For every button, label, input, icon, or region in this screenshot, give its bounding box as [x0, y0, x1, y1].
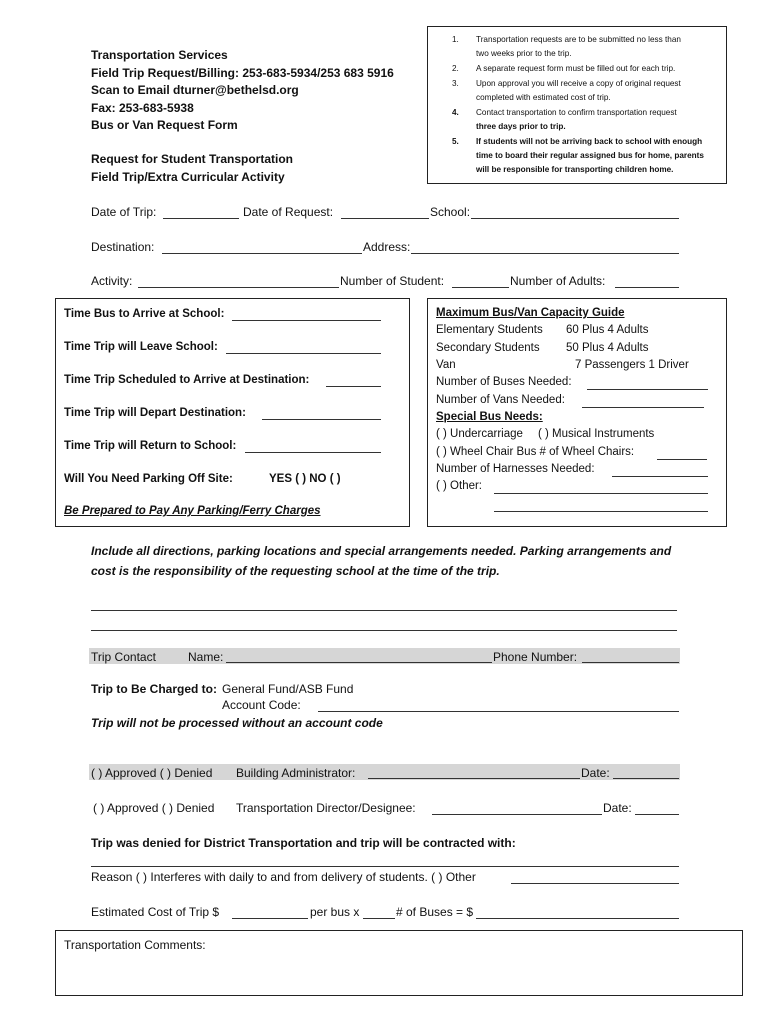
total-cost-field[interactable] — [476, 918, 679, 919]
directions-field-1[interactable] — [91, 610, 677, 611]
harnesses-label: Number of Harnesses Needed: — [436, 463, 595, 475]
rule-5-line-1: If students will not be arriving back to school with enough — [476, 137, 703, 146]
rule-1-line-2: two weeks prior to the trip. — [476, 49, 572, 58]
rule-3-num: 3. — [452, 79, 459, 88]
vans-needed-field[interactable] — [582, 407, 704, 408]
request-title: Request for Student Transportation — [91, 152, 294, 166]
rule-4-line-2: three days prior to trip. — [476, 122, 566, 131]
rule-1-num: 1. — [452, 35, 459, 44]
contact-name-field[interactable] — [226, 662, 492, 663]
rules-box — [427, 26, 727, 184]
other-field-2[interactable] — [494, 511, 708, 512]
trip-times-box — [55, 298, 410, 527]
dept-name: Transportation Services — [91, 48, 228, 62]
contractor-field[interactable] — [91, 866, 679, 867]
elementary-capacity: 60 Plus 4 Adults — [566, 324, 649, 336]
date-of-request-label: Date of Request: — [243, 205, 334, 219]
director-signature-field[interactable] — [432, 814, 602, 815]
admin-date-field[interactable] — [613, 778, 679, 779]
phone-line: Field Trip Request/Billing: 253-683-5934/253 683 5916 — [91, 65, 394, 80]
arrive-destination-field[interactable] — [326, 386, 381, 387]
directions-note-line-1: Include all directions, parking locations and special arrangements needed. Parking arrangements and — [91, 544, 672, 558]
num-students-field[interactable] — [452, 287, 509, 288]
activity-label: Activity: — [91, 274, 133, 288]
date-of-trip-label: Date of Trip: — [91, 205, 157, 219]
account-code-label: Account Code: — [222, 698, 301, 712]
arrive-school-label: Time Bus to Arrive at School: — [64, 308, 225, 320]
wheelchair-option[interactable]: ( ) Wheel Chair Bus # of Wheel Chairs: — [436, 446, 635, 458]
account-code-warning: Trip will not be processed without an account code — [91, 716, 383, 730]
return-school-field[interactable] — [245, 452, 381, 453]
harnesses-field[interactable] — [612, 476, 708, 477]
director-label: Transportation Director/Designee: — [236, 801, 416, 815]
fax-line: Fax: 253-683-5938 — [91, 100, 194, 115]
account-code-field[interactable] — [318, 711, 679, 712]
contact-phone-label: Phone Number: — [493, 650, 578, 664]
rule-5-line-2: time to board their regular assigned bus for home, parents — [476, 151, 704, 160]
rule-2-line-1: A separate request form must be filled out for each trip. — [476, 64, 676, 73]
activity-field[interactable] — [138, 287, 339, 288]
address-field[interactable] — [411, 253, 679, 254]
admin-signature-field[interactable] — [368, 778, 580, 779]
school-field[interactable] — [471, 218, 679, 219]
num-students-label: Number of Student: — [340, 274, 445, 288]
rule-5-num: 5. — [452, 137, 459, 146]
capacity-title: Maximum Bus/Van Capacity Guide — [436, 307, 625, 319]
date-of-trip-field[interactable] — [163, 218, 239, 219]
buses-needed-label: Number of Buses Needed: — [436, 376, 572, 388]
depart-destination-field[interactable] — [262, 419, 381, 420]
per-bus-label: per bus x — [310, 905, 360, 919]
contact-name-label: Name: — [188, 650, 224, 664]
header-block — [91, 47, 394, 135]
comments-label: Transportation Comments: — [64, 938, 206, 952]
charge-label: Trip to Be Charged to: — [91, 682, 217, 696]
directions-note-line-2: cost is the responsibility of the requesting school at the time of the trip. — [91, 564, 500, 578]
arrive-school-field[interactable] — [232, 320, 381, 321]
num-buses-label: # of Buses = $ — [396, 905, 474, 919]
denied-reason[interactable]: Reason ( ) Interferes with daily to and from delivery of students. ( ) Other — [91, 870, 476, 884]
email-line: Scan to Email dturner@bethelsd.org — [91, 83, 299, 97]
other-field[interactable] — [494, 493, 708, 494]
rule-1-line-1: Transportation requests are to be submitted no less than — [476, 35, 681, 44]
form-name: Bus or Van Request Form — [91, 118, 238, 132]
rule-3-line-2: completed with estimated cost of trip. — [476, 93, 611, 102]
num-adults-field[interactable] — [615, 287, 679, 288]
destination-label: Destination: — [91, 240, 155, 254]
admin-approval-status[interactable]: ( ) Approved ( ) Denied — [91, 766, 213, 780]
rule-4-line-1: Contact transportation to confirm transportation request — [476, 108, 677, 117]
secondary-capacity: 50 Plus 4 Adults — [566, 342, 649, 354]
director-approval-status[interactable]: ( ) Approved ( ) Denied — [93, 801, 215, 815]
parking-note: Be Prepared to Pay Any Parking/Ferry Charges — [64, 505, 321, 517]
van-capacity: 7 Passengers 1 Driver — [575, 359, 689, 371]
directions-field-2[interactable] — [91, 630, 677, 631]
denied-title: Trip was denied for District Transportation and trip will be contracted with: — [91, 836, 516, 850]
rule-4-num: 4. — [452, 108, 459, 117]
vans-needed-label: Number of Vans Needed: — [436, 394, 565, 406]
admin-date-label: Date: — [581, 766, 610, 780]
secondary-label: Secondary Students — [436, 342, 540, 354]
director-date-field[interactable] — [635, 814, 679, 815]
parking-label: Will You Need Parking Off Site: — [64, 473, 233, 485]
date-of-request-field[interactable] — [341, 218, 429, 219]
wheelchair-count-field[interactable] — [657, 459, 707, 460]
bus-count-field[interactable] — [363, 918, 395, 919]
rule-3-line-1: Upon approval you will receive a copy of original request — [476, 79, 681, 88]
cost-per-bus-field[interactable] — [232, 918, 308, 919]
school-label: School: — [430, 205, 471, 219]
depart-destination-label: Time Trip will Depart Destination: — [64, 407, 246, 419]
arrive-destination-label: Time Trip Scheduled to Arrive at Destination: — [64, 374, 310, 386]
parking-options[interactable]: YES ( ) NO ( ) — [269, 473, 341, 485]
rule-2-num: 2. — [452, 64, 459, 73]
address-label: Address: — [363, 240, 411, 254]
director-date-label: Date: — [603, 801, 632, 815]
undercarriage-option[interactable]: ( ) Undercarriage — [436, 428, 523, 440]
buses-needed-field[interactable] — [587, 389, 708, 390]
other-option[interactable]: ( ) Other: — [436, 480, 483, 492]
contact-phone-field[interactable] — [582, 662, 679, 663]
comments-box[interactable] — [55, 930, 743, 996]
estimated-cost-label: Estimated Cost of Trip $ — [91, 905, 220, 919]
fund-label: General Fund/ASB Fund — [222, 682, 354, 696]
special-needs-title: Special Bus Needs: — [436, 411, 543, 423]
num-adults-label: Number of Adults: — [510, 274, 606, 288]
request-subtitle: Field Trip/Extra Curricular Activity — [91, 170, 285, 184]
leave-school-field[interactable] — [226, 353, 381, 354]
elementary-label: Elementary Students — [436, 324, 543, 336]
van-label: Van — [436, 359, 456, 371]
musical-option[interactable]: ( ) Musical Instruments — [538, 428, 655, 440]
return-school-label: Time Trip will Return to School: — [64, 440, 237, 452]
destination-field[interactable] — [162, 253, 362, 254]
other-reason-field[interactable] — [511, 883, 679, 884]
rule-5-line-3: will be responsible for transporting children home. — [476, 165, 674, 174]
trip-contact-label: Trip Contact — [91, 650, 156, 664]
leave-school-label: Time Trip will Leave School: — [64, 341, 218, 353]
admin-label: Building Administrator: — [236, 766, 356, 780]
